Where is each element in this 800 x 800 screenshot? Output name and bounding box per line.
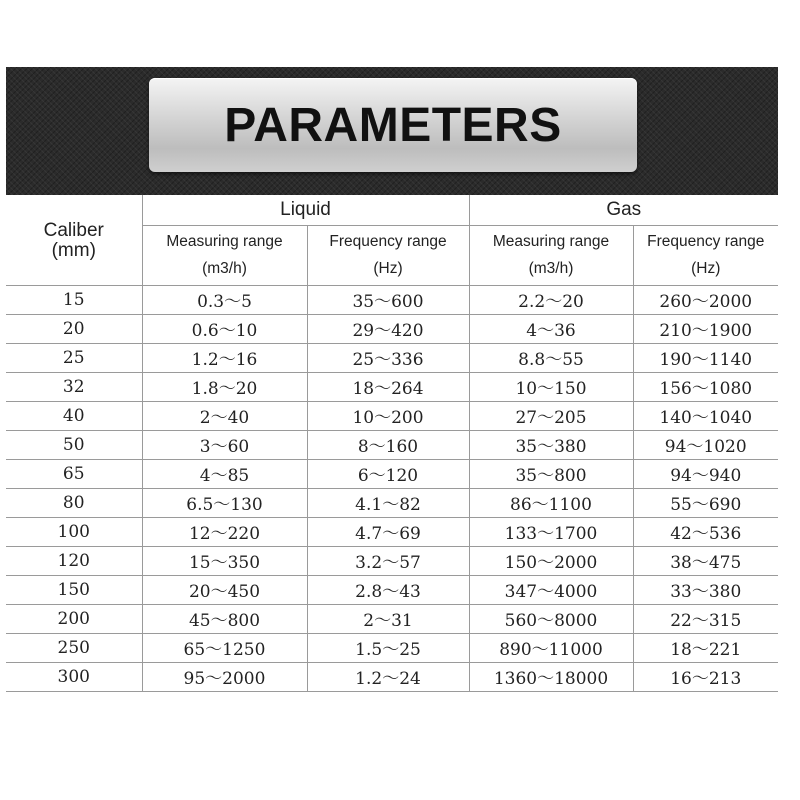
table-row — [6, 546, 778, 575]
table-row — [6, 372, 778, 401]
liquid-frequency-unit: (Hz) — [373, 260, 403, 277]
gas-measuring-cell: 4～36 — [469, 314, 633, 343]
table-row — [6, 517, 778, 546]
liquid-frequency-header — [307, 225, 469, 285]
liquid-measuring-header — [142, 225, 307, 285]
caliber-cell: 120 — [6, 546, 142, 575]
gas-measuring-cell: 560～8000 — [469, 604, 633, 633]
table-row — [6, 604, 778, 633]
gas-measuring-label: Measuring range — [492, 233, 610, 250]
gas-frequency-cell: 94～1020 — [633, 430, 778, 459]
caliber-cell: 32 — [6, 372, 142, 401]
caliber-cell: 15 — [6, 285, 142, 314]
caliber-cell: 80 — [6, 488, 142, 517]
liquid-frequency-cell: 25～336 — [307, 343, 469, 372]
gas-frequency-cell: 38～475 — [633, 546, 778, 575]
liquid-frequency-cell: 35～600 — [307, 285, 469, 314]
gas-measuring-header — [469, 225, 633, 285]
caliber-cell: 300 — [6, 662, 142, 691]
table-row — [6, 314, 778, 343]
table-row — [6, 343, 778, 372]
gas-measuring-unit: (m3/h) — [528, 260, 574, 277]
gas-frequency-unit: (Hz) — [691, 260, 721, 277]
caliber-cell: 20 — [6, 314, 142, 343]
liquid-frequency-cell: 18～264 — [307, 372, 469, 401]
gas-frequency-cell: 55～690 — [633, 488, 778, 517]
table-row — [6, 430, 778, 459]
liquid-measuring-cell: 6.5～130 — [142, 488, 307, 517]
liquid-measuring-cell: 20～450 — [142, 575, 307, 604]
gas-measuring-cell: 8.8～55 — [469, 343, 633, 372]
gas-measuring-cell: 347～4000 — [469, 575, 633, 604]
gas-frequency-cell: 42～536 — [633, 517, 778, 546]
liquid-frequency-cell: 6～120 — [307, 459, 469, 488]
parameters-table — [6, 195, 778, 692]
liquid-measuring-cell: 1.8～20 — [142, 372, 307, 401]
page-title: PARAMETERS — [224, 98, 562, 152]
gas-frequency-cell: 18～221 — [633, 633, 778, 662]
liquid-measuring-cell: 3～60 — [142, 430, 307, 459]
gas-frequency-cell: 156～1080 — [633, 372, 778, 401]
liquid-measuring-cell: 45～800 — [142, 604, 307, 633]
table-row — [6, 633, 778, 662]
liquid-measuring-cell: 95～2000 — [142, 662, 307, 691]
gas-measuring-cell: 1360～18000 — [469, 662, 633, 691]
gas-frequency-cell: 22～315 — [633, 604, 778, 633]
gas-measuring-cell: 10～150 — [469, 372, 633, 401]
title-plate — [149, 78, 637, 172]
liquid-frequency-cell: 29～420 — [307, 314, 469, 343]
table-row — [6, 575, 778, 604]
liquid-measuring-cell: 0.3～5 — [142, 285, 307, 314]
liquid-measuring-cell: 1.2～16 — [142, 343, 307, 372]
parameters-table-container — [6, 195, 778, 705]
gas-frequency-cell: 33～380 — [633, 575, 778, 604]
gas-frequency-cell: 260～2000 — [633, 285, 778, 314]
liquid-frequency-label: Frequency range — [329, 233, 447, 250]
caliber-header-unit: (mm) — [51, 239, 96, 261]
liquid-frequency-cell: 3.2～57 — [307, 546, 469, 575]
liquid-frequency-cell: 2.8～43 — [307, 575, 469, 604]
gas-measuring-cell: 27～205 — [469, 401, 633, 430]
caliber-cell: 50 — [6, 430, 142, 459]
gas-group-header: Gas — [469, 195, 778, 225]
liquid-frequency-cell: 8～160 — [307, 430, 469, 459]
gas-measuring-cell: 35～800 — [469, 459, 633, 488]
caliber-cell: 40 — [6, 401, 142, 430]
table-row — [6, 459, 778, 488]
gas-frequency-cell: 140～1040 — [633, 401, 778, 430]
table-row — [6, 662, 778, 691]
liquid-measuring-label: Measuring range — [166, 233, 283, 250]
gas-frequency-cell: 94～940 — [633, 459, 778, 488]
gas-measuring-cell: 35～380 — [469, 430, 633, 459]
liquid-frequency-cell: 4.1～82 — [307, 488, 469, 517]
table-row — [6, 401, 778, 430]
liquid-frequency-cell: 1.2～24 — [307, 662, 469, 691]
liquid-measuring-cell: 2～40 — [142, 401, 307, 430]
caliber-cell: 25 — [6, 343, 142, 372]
gas-measuring-cell: 86～1100 — [469, 488, 633, 517]
caliber-header — [6, 195, 142, 285]
caliber-cell: 100 — [6, 517, 142, 546]
liquid-frequency-cell: 10～200 — [307, 401, 469, 430]
liquid-frequency-cell: 4.7～69 — [307, 517, 469, 546]
liquid-measuring-cell: 15～350 — [142, 546, 307, 575]
liquid-measuring-cell: 65～1250 — [142, 633, 307, 662]
caliber-cell: 65 — [6, 459, 142, 488]
caliber-header-label: Caliber — [43, 219, 104, 241]
gas-frequency-label: Frequency range — [647, 233, 765, 250]
table-body — [6, 285, 778, 691]
caliber-cell: 250 — [6, 633, 142, 662]
caliber-cell: 200 — [6, 604, 142, 633]
gas-measuring-cell: 890～11000 — [469, 633, 633, 662]
liquid-measuring-unit: (m3/h) — [202, 260, 247, 277]
table-row — [6, 285, 778, 314]
liquid-measuring-cell: 12～220 — [142, 517, 307, 546]
liquid-measuring-cell: 4～85 — [142, 459, 307, 488]
gas-frequency-cell: 210～1900 — [633, 314, 778, 343]
liquid-frequency-cell: 2～31 — [307, 604, 469, 633]
caliber-cell: 150 — [6, 575, 142, 604]
liquid-frequency-cell: 1.5～25 — [307, 633, 469, 662]
table-row — [6, 488, 778, 517]
gas-frequency-cell: 16～213 — [633, 662, 778, 691]
liquid-group-header: Liquid — [142, 195, 469, 225]
liquid-measuring-cell: 0.6～10 — [142, 314, 307, 343]
gas-frequency-header — [633, 225, 778, 285]
gas-measuring-cell: 133～1700 — [469, 517, 633, 546]
gas-measuring-cell: 2.2～20 — [469, 285, 633, 314]
gas-frequency-cell: 190～1140 — [633, 343, 778, 372]
gas-measuring-cell: 150～2000 — [469, 546, 633, 575]
